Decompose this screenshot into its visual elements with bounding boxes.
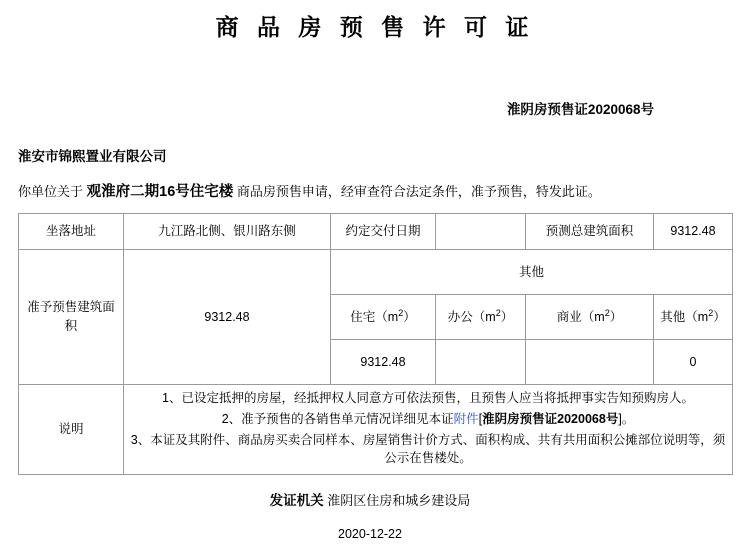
approved-area-value: 9312.48 <box>124 250 331 385</box>
permit-table <box>18 213 733 475</box>
note-text: 已设定抵押的房屋，经抵押权人同意方可依法预售，且预售人应当将抵押事实告知预购房人。 <box>181 391 694 405</box>
statement-project: 观淮府二期16号住宅楼 <box>86 184 234 200</box>
statement-prefix: 你单位关于 <box>18 184 87 199</box>
attachment-link[interactable]: 附件 <box>453 411 479 426</box>
page-title: 商 品 房 预 售 许 可 证 <box>215 14 535 40</box>
note-bracket-open: [ <box>478 411 483 426</box>
sub-header-residential: 住宅$(m^2)$ <box>331 295 436 340</box>
sub-header-office: 办公$(m^2)$ <box>436 295 526 340</box>
sub-header-other: 其他$(m^2)$ <box>654 295 733 340</box>
statement-suffix: 商品房预售申请，经审查符合法定条件，准予预售，特发此证。 <box>233 184 601 199</box>
sub-value-other: 0 <box>654 340 733 385</box>
note-text: 本证及其附件、商品房买卖合同样本、房屋销售计价方式、面积构成、共有共用面积公摊部位说明等，须公示在售楼处。 <box>150 432 726 466</box>
company-name: 淮安市锦熙置业有限公司 <box>18 149 167 164</box>
approved-area-label: 准予预售建筑面积 <box>19 250 124 385</box>
note-item <box>127 410 729 429</box>
delivery-value <box>436 214 526 250</box>
table-row <box>19 214 733 250</box>
issuer-value: 淮阴区住房和城乡建设局 <box>327 493 471 508</box>
attachment-permit-number: 淮阴房预售证2020068号 <box>482 411 619 426</box>
notes-label: 说明 <box>19 385 124 475</box>
sub-value-office <box>436 340 526 385</box>
note-index: 3、 <box>130 432 151 447</box>
issuer-label: 发证机关 <box>269 493 324 508</box>
note-text: 准予预售的各销售单元情况详细见本证 <box>241 411 454 426</box>
statement-paragraph <box>0 165 750 213</box>
sub-header-commercial: 商业$(m^2)$ <box>526 295 654 340</box>
permit-number: 淮阴房预售证2020068号 <box>506 102 654 117</box>
address-label: 坐落地址 <box>19 214 124 250</box>
table-row <box>19 250 733 295</box>
note-index: 1、 <box>162 391 182 405</box>
delivery-label: 约定交付日期 <box>331 214 436 250</box>
note-item <box>127 431 729 469</box>
forecast-label: 预测总建筑面积 <box>526 214 654 250</box>
note-bracket-close: ]。 <box>618 411 635 426</box>
sub-value-residential: 9312.48 <box>331 340 436 385</box>
forecast-value: 9312.48 <box>654 214 733 250</box>
note-index: 2、 <box>221 411 242 426</box>
issue-date: 2020-12-22 <box>338 527 402 541</box>
table-row <box>19 385 733 475</box>
other-header: 其他 <box>331 250 733 295</box>
notes-body <box>124 385 733 475</box>
issuer-line <box>0 475 750 509</box>
note-item <box>127 389 729 408</box>
sub-value-commercial <box>526 340 654 385</box>
address-value: 九江路北侧、银川路东侧 <box>124 214 331 250</box>
